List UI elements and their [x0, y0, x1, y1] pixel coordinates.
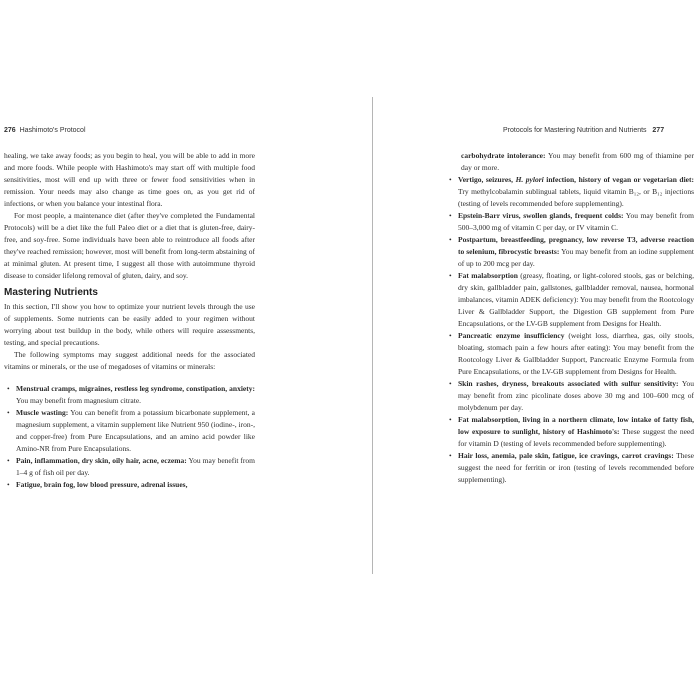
right-page-body — [449, 150, 694, 486]
list-item: • Muscle wasting: You can benefit from a potassium bicarbonate supplement, a magnesium supplement, a vitamin supplement like Nutrient 950 (iodine-, iron-, and copper-free) from Pure Encapsulations, and an amino acid powder like Amino-NR from Pure Encapsulations. — [4, 407, 255, 455]
left-symptom-list — [4, 383, 255, 491]
page-gutter-divider — [372, 97, 373, 574]
left-page-body — [4, 150, 255, 491]
list-item: • Postpartum, breastfeeding, pregnancy, low reverse T3, adverse reaction to selenium, fibrocystic breasts: You may benefit from an iodine supplement of up to 200 mcg per day. — [449, 234, 694, 270]
right-running-head — [503, 127, 664, 134]
list-item: • Pain, inflammation, dry skin, oily hair, acne, eczema: You may benefit from 1–4 g of fish oil per day. — [4, 455, 255, 479]
right-page-number: 277 — [652, 127, 665, 134]
list-item: • Fat malabsorption (greasy, floating, or light-colored stools, gas or belching, dry skin, gallbladder pain, gallstones, gallbladder removal, nausea, hormonal imbalances, vitamin ADEK deficiency): You may benefit from the Rootcology Liver & Gallbladder Support, the Digestion GB supplement from Pure Encapsulations, or the LV-GB supplement from Designs for Health. — [449, 270, 694, 330]
list-item: • Skin rashes, dryness, breakouts associated with sulfur sensitivity: You may benefit from zinc picolinate doses above 30 mg and 100–600 mcg of molybdenum per day. — [449, 378, 694, 414]
list-item: • Epstein-Barr virus, swollen glands, frequent colds: You may benefit from 500–3,000 mg of vitamin C per day, or IV vitamin C. — [449, 210, 694, 234]
left-running-head — [4, 127, 86, 134]
left-page-number: 276 — [4, 127, 16, 134]
list-item: • Vertigo, seizures, H. pylori infection, history of vegan or vegetarian diet: Try methylcobalamin sublingual tablets, liquid vitamin B₁₂, or B₁₂ injections (testing of levels recommended before supplementing). — [449, 174, 694, 210]
list-item: • Fatigue, brain fog, low blood pressure, adrenal issues, — [4, 479, 255, 491]
right-symptom-list — [449, 174, 694, 486]
list-item: • Fat malabsorption, living in a northern climate, low intake of fatty fish, low exposure to sunlight, history of Hashimoto's: These suggest the need for vitamin D (testing of levels recommended before supplementing). — [449, 414, 694, 450]
section-heading: Mastering Nutrients — [4, 287, 98, 298]
paragraph-4: The following symptoms may suggest additional needs for the associated vitamins or minerals, or the use of megadoses of vitamins or minerals: — [4, 350, 255, 371]
paragraph-1: healing, we take away foods; as you begin to heal, you will be able to add in more and more foods. While people with Hashimoto's may start off with multiple food sensitivities, most will end up with three or fewer food sensitivities when in remission. Your needs may also change as time goes on, as you get rid of infections, or when you balance your intestinal flora. — [4, 151, 255, 208]
right-chapter-title: Protocols for Mastering Nutrition and Nutrients — [503, 127, 647, 134]
left-book-title: Hashimoto's Protocol — [19, 127, 86, 134]
list-item: • Menstrual cramps, migraines, restless leg syndrome, constipation, anxiety: You may benefit from magnesium citrate. — [4, 383, 255, 407]
paragraph-2: For most people, a maintenance diet (after they've completed the Fundamental Protocols) will be a diet like the full Paleo diet or a diet that is gluten-free, dairy-free, and soy-free. Some individuals have been able to reintroduce all foods after they've reached remission; however, most will benefit from long-term abstaining of at minimal gluten. At present time, I suggest all those with autoimmune thyroid disease to consider lifelong removal of gluten, dairy, and soy. — [4, 211, 255, 280]
paragraph-3: In this section, I'll show you how to optimize your nutrient levels through the use of supplements. Some nutrients can be easily added to your regimen without worrying about test buildup in the body, while others will require assessments, testing, and special precautions. — [4, 302, 255, 347]
list-item: • Pancreatic enzyme insufficiency (weight loss, diarrhea, gas, oily stools, bloating, stomach pain a few hours after eating): You may benefit from the Rootcology Liver & Gallbladder Support, Pancreatic Enzyme Formula from Pure Encapsulations, or the LV-GB supplement from Designs for Health. — [449, 330, 694, 378]
continued-list-item: carbohydrate intolerance: You may benefit from 600 mg of thiamine per day or more. — [461, 151, 694, 172]
list-item: • Hair loss, anemia, pale skin, fatigue, ice cravings, carrot cravings: These suggest the need for ferritin or iron (testing of levels recommended before supplementing). — [449, 450, 694, 486]
